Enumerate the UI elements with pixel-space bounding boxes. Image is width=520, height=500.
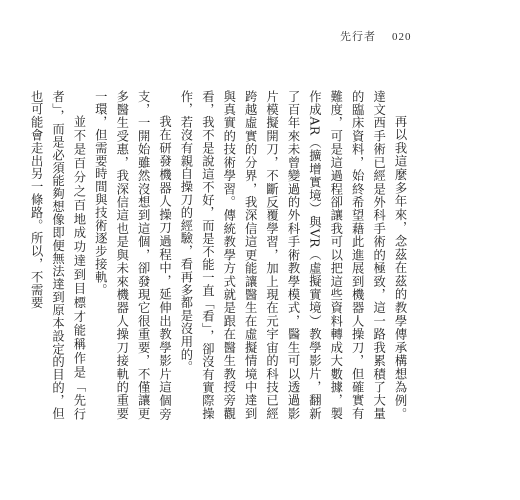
running-header <box>340 28 412 44</box>
paragraph: 我在研發機器人操刀過程中，延伸出教學影片這個旁支，一開始雖然沒想到這個，卻發現它很重要，不僅讓更多醫生受惠，我深信這也是與未來機器人操刀接軌的重要一環，但需要時間與技術逐步接軌。 <box>93 90 172 420</box>
paragraph: 並不是百分之百地成功達到目標才能稱作是「先行者」，而是必須能夠想像即便無法達到原本設定的目的，但也可能會走出另一條路。所以，不需要 <box>29 90 86 420</box>
page-number: 020 <box>392 31 412 43</box>
running-title: 先行者 <box>340 30 376 43</box>
paragraph: 再以我這麼多年來，念茲在茲的教學傳承構想為例。達文西手術已經是外科手術的極致，這一路我累積了大量的臨床資料，始終希望藉此進展到機器人操刀，但確實有難度，可是這過程卻讓我可以把這些資料轉成大數據，製作成AR（擴增實境）與VR（虛擬實境）教學影片，翻新了百年來未曾變過的外科手術教學模式，醫生可以透過影片模擬開刀，不斷反覆學習，加上現在元宇宙的科技已經跨越虛實的分界，我深信這更能讓醫生在虛擬情境中達到與真實的技術學習。傳統教學方式就是跟在醫生教授旁觀看，我不是說這不好，而是不能一直「看」，卻沒有實際操作，若沒有親自操刀的經驗，看再多都是沒用的。 <box>178 90 407 420</box>
body-text <box>29 90 410 420</box>
